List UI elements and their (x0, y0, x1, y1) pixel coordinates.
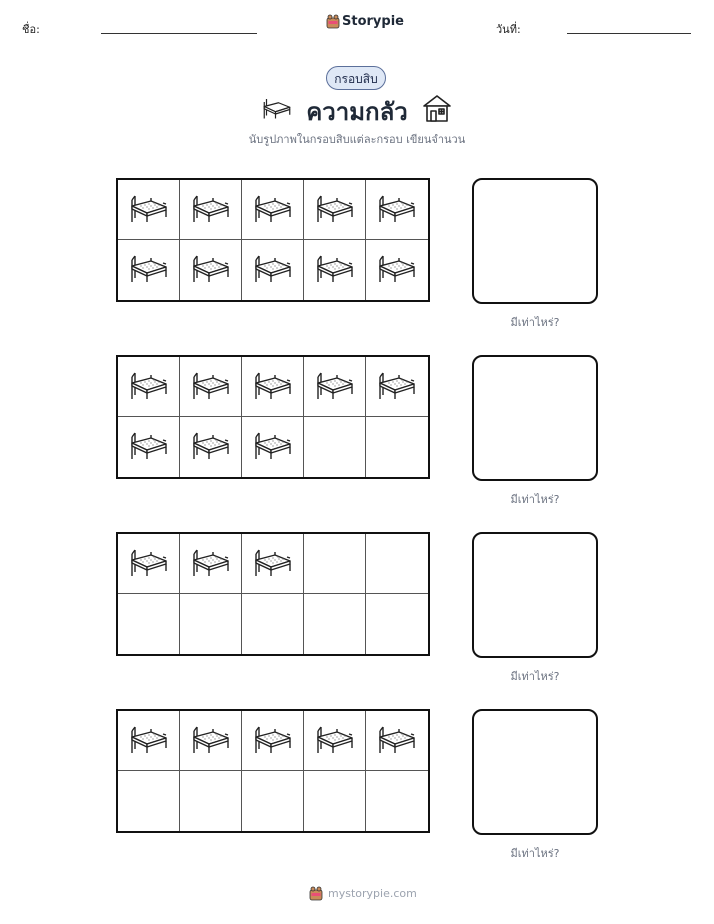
ten-frame-cell (304, 357, 366, 417)
ten-frame-cell (242, 771, 304, 831)
question-label-1: มีเท่าไหร่? (510, 316, 560, 329)
bed-icon (191, 252, 231, 288)
answer-box-2[interactable] (472, 355, 598, 481)
ten-frame-cell (242, 417, 304, 477)
ten-frame-cell (180, 240, 242, 300)
ten-frame-cell (180, 417, 242, 477)
bed-icon (377, 192, 417, 228)
bed-icon (129, 252, 169, 288)
topic-badge: กรอบสิบ (326, 66, 386, 90)
bed-icon (315, 252, 355, 288)
ten-frame-cell (118, 711, 180, 771)
answer-box-1[interactable] (472, 178, 598, 304)
storypie-mascot-icon (308, 885, 324, 901)
ten-frame-cell (304, 534, 366, 594)
footer (308, 885, 417, 901)
date-label: วันที่: (496, 23, 521, 36)
footer-url: mystorypie.com (328, 886, 417, 900)
bed-icon (191, 546, 231, 582)
name-line[interactable] (101, 33, 257, 34)
name-label: ชื่อ: (22, 23, 40, 36)
ten-frame-cell (366, 594, 428, 654)
ten-frame-cell (366, 417, 428, 477)
ten-frame-cell (366, 180, 428, 240)
ten-frame-cell (242, 180, 304, 240)
answer-box-3[interactable] (472, 532, 598, 658)
ten-frame-cell (242, 711, 304, 771)
storypie-mascot-icon (326, 13, 340, 29)
bed-icon (129, 723, 169, 759)
bed-icon (377, 369, 417, 405)
ten-frame-cell (118, 240, 180, 300)
bed-icon (253, 192, 293, 228)
page-title: ความกลัว (306, 98, 408, 126)
bed-icon (377, 252, 417, 288)
ten-frame-cell (180, 711, 242, 771)
brand-name: Storypie (342, 13, 404, 29)
ten-frame-cell (242, 240, 304, 300)
house-icon (422, 93, 452, 127)
answer-box-4[interactable] (472, 709, 598, 835)
ten-frame-1 (116, 178, 430, 302)
ten-frame-cell (366, 357, 428, 417)
bed-icon (129, 546, 169, 582)
ten-frame-2 (116, 355, 430, 479)
bed-icon (191, 723, 231, 759)
ten-frame-cell (366, 771, 428, 831)
bed-icon (191, 369, 231, 405)
brand-logo (326, 13, 404, 29)
bed-icon (253, 429, 293, 465)
ten-frame-cell (118, 180, 180, 240)
ten-frame-cell (304, 180, 366, 240)
bed-icon (377, 723, 417, 759)
date-line[interactable] (567, 33, 691, 34)
ten-frame-cell (118, 594, 180, 654)
ten-frame-cell (304, 771, 366, 831)
question-label-2: มีเท่าไหร่? (510, 493, 560, 506)
ten-frame-cell (366, 534, 428, 594)
ten-frame-cell (242, 357, 304, 417)
ten-frame-4 (116, 709, 430, 833)
ten-frame-cell (304, 594, 366, 654)
ten-frame-cell (180, 357, 242, 417)
ten-frame-cell (118, 771, 180, 831)
ten-frame-cell (304, 417, 366, 477)
question-label-4: มีเท่าไหร่? (510, 847, 560, 860)
question-label-3: มีเท่าไหร่? (510, 670, 560, 683)
bed-icon (253, 723, 293, 759)
bed-icon (253, 546, 293, 582)
bed-icon (253, 369, 293, 405)
ten-frame-cell (242, 594, 304, 654)
bed-icon (315, 723, 355, 759)
ten-frame-cell (118, 357, 180, 417)
bed-icon (129, 369, 169, 405)
ten-frame-cell (366, 240, 428, 300)
bed-icon (191, 429, 231, 465)
ten-frame-3 (116, 532, 430, 656)
ten-frame-cell (180, 771, 242, 831)
bed-icon (315, 192, 355, 228)
ten-frame-cell (118, 534, 180, 594)
bed-icon (129, 192, 169, 228)
bed-icon (253, 252, 293, 288)
ten-frame-cell (304, 240, 366, 300)
ten-frame-cell (118, 417, 180, 477)
ten-frame-cell (304, 711, 366, 771)
ten-frame-cell (180, 180, 242, 240)
ten-frame-cell (242, 534, 304, 594)
instructions: นับรูปภาพในกรอบสิบแต่ละกรอบ เขียนจำนวน (248, 133, 466, 146)
bed-icon (129, 429, 169, 465)
bed-icon (191, 192, 231, 228)
bed-icon (315, 369, 355, 405)
ten-frame-cell (180, 534, 242, 594)
ten-frame-cell (366, 711, 428, 771)
ten-frame-cell (180, 594, 242, 654)
